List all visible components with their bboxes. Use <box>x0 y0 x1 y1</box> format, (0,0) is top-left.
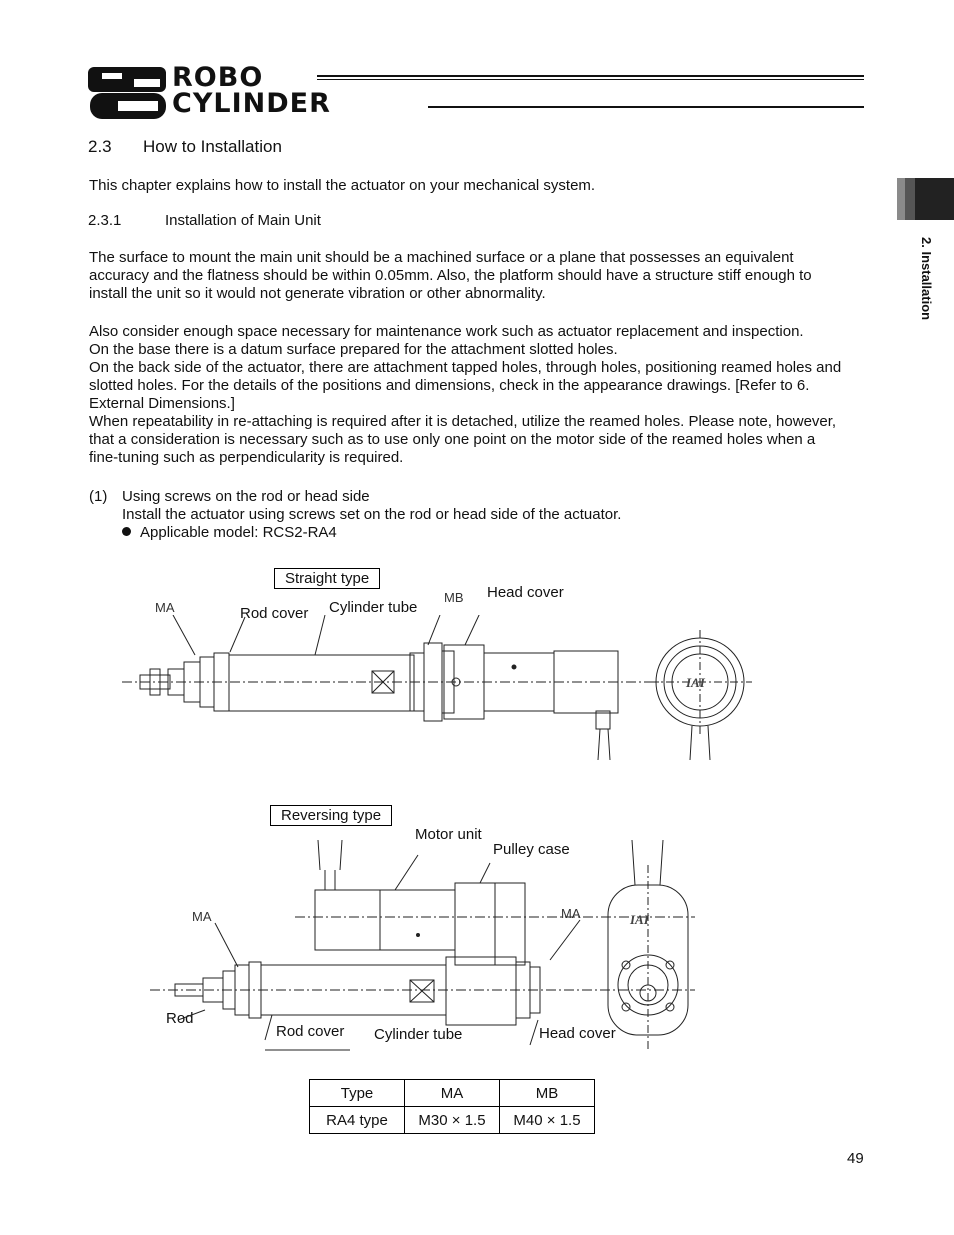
paragraph-line: fine-tuning such as perpendicularity is required. <box>89 449 404 466</box>
rc-logo-icon <box>88 66 168 120</box>
header-rule-top-2 <box>317 79 864 80</box>
section-title: How to Installation <box>143 137 282 156</box>
cylinder-tube-label-2: Cylinder tube <box>374 1026 463 1043</box>
side-tab-label: 2. Installation <box>919 237 934 321</box>
paragraph-line: accuracy and the flatness should be within 0.05mm. Also, the platform should have a structure stiff enough to <box>89 267 812 284</box>
table-cell: RA4 type <box>310 1107 405 1134</box>
cylinder-tube-label: Cylinder tube <box>329 599 418 616</box>
rod-cover-label: Rod cover <box>240 605 309 622</box>
subsection-heading <box>88 212 321 229</box>
header-rule-bottom <box>428 106 864 108</box>
table-cell: M40 × 1.5 <box>500 1107 595 1134</box>
logo-line-2: CYLINDER <box>172 88 331 119</box>
ma-left-label: MA <box>192 909 212 924</box>
side-tab-marker <box>897 178 954 220</box>
item-1-title-row <box>89 488 370 506</box>
ma-right-label: MA <box>561 906 581 921</box>
table-header-cell: MA <box>405 1080 500 1107</box>
section-number: 2.3 <box>88 137 112 156</box>
thread-spec-table <box>309 1079 595 1134</box>
table-row <box>310 1107 595 1134</box>
reversing-type-drawing <box>150 835 710 1055</box>
pulley-case-label: Pulley case <box>493 841 570 858</box>
intro-text: This chapter explains how to install the actuator on your mechanical system. <box>89 177 596 194</box>
table-header-row <box>310 1080 595 1107</box>
iai-logo-straight: IAI <box>686 675 705 690</box>
straight-type-label: Straight type <box>274 568 380 589</box>
section-heading <box>88 137 282 157</box>
paragraph-line: External Dimensions.] <box>89 395 235 412</box>
head-cover-label-2: Head cover <box>539 1025 616 1042</box>
item-1-bullet: Applicable model: RCS2-RA4 <box>140 524 337 541</box>
paragraph-line: install the unit so it would not generate vibration or other abnormality. <box>89 285 546 302</box>
paragraph-line: On the back side of the actuator, there are attachment tapped holes, through holes, positioning reamed holes and <box>89 359 842 376</box>
subsection-title: Installation of Main Unit <box>165 212 321 229</box>
item-1-desc: Install the actuator using screws set on the rod or head side of the actuator. <box>122 506 622 523</box>
table-cell: M30 × 1.5 <box>405 1107 500 1134</box>
item-1-number: (1) <box>89 488 108 505</box>
paragraph-line: When repeatability in re-attaching is required after it is detached, utilize the reamed holes. Please note, however, <box>89 413 837 430</box>
page-number: 49 <box>847 1150 864 1167</box>
table-header-cell: Type <box>310 1080 405 1107</box>
item-1-bullet-row <box>122 524 337 542</box>
item-1-title: Using screws on the rod or head side <box>122 488 370 505</box>
motor-unit-label: Motor unit <box>415 826 482 843</box>
logo-line-1: ROBO <box>172 62 264 93</box>
table-header-cell: MB <box>500 1080 595 1107</box>
header-rule-top <box>317 75 864 77</box>
mb-label: MB <box>444 590 464 605</box>
paragraph-line: slotted holes. For the details of the positions and dimensions, check in the appearance drawings. [Refer to 6. <box>89 377 810 394</box>
paragraph-line: that a consideration is necessary such as to use only one point on the motor side of the reamed holes when a <box>89 431 816 448</box>
head-cover-label: Head cover <box>487 584 564 601</box>
iai-logo-reversing: IAI <box>630 912 649 927</box>
rod-label: Rod <box>166 1010 194 1027</box>
paragraph-line: Also consider enough space necessary for maintenance work such as actuator replacement and inspection. <box>89 323 804 340</box>
subsection-number: 2.3.1 <box>88 212 122 229</box>
reversing-type-label: Reversing type <box>270 805 392 826</box>
paragraph-2 <box>89 323 879 467</box>
paragraph-1 <box>89 249 879 303</box>
paragraph-line: On the base there is a datum surface prepared for the attachment slotted holes. <box>89 341 618 358</box>
bullet-icon <box>122 527 131 536</box>
rod-cover-label-2: Rod cover <box>276 1023 345 1040</box>
ma-label: MA <box>155 600 175 615</box>
paragraph-line: The surface to mount the main unit should be a machined surface or a plane that possesses an equivalent <box>89 249 794 266</box>
